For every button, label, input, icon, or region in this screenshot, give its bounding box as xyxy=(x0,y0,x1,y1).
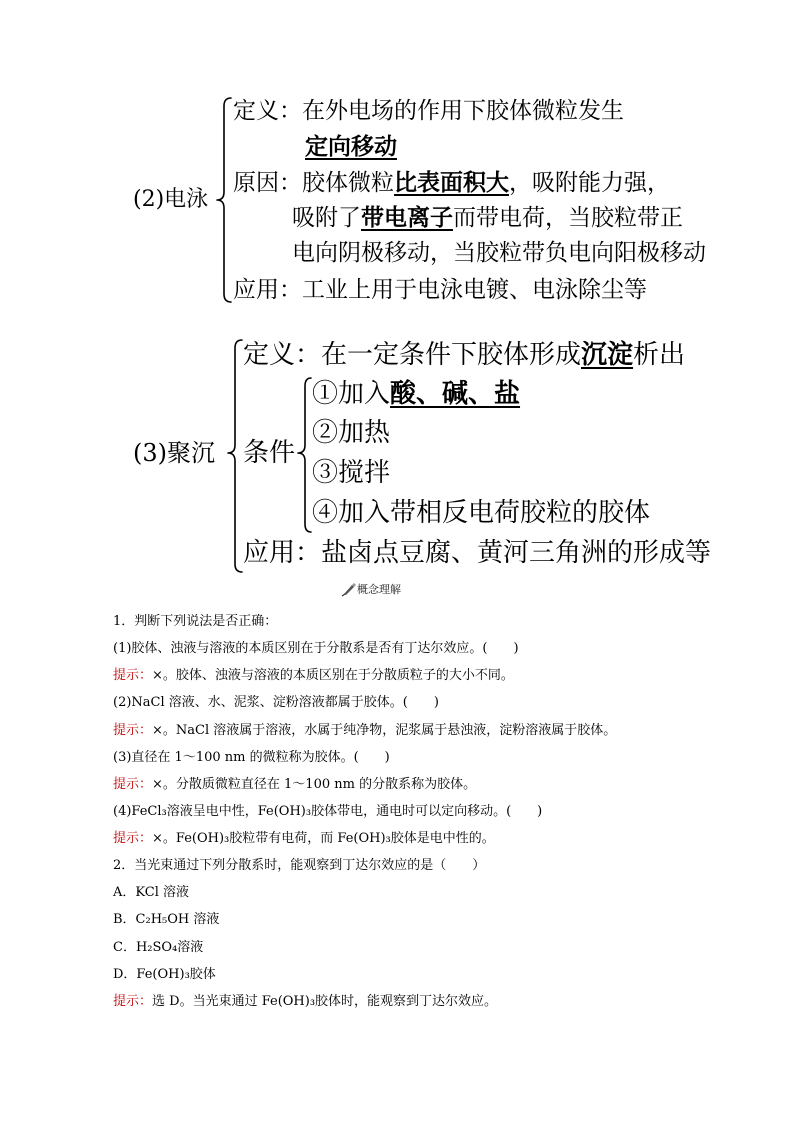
question-1-hint-4 xyxy=(113,825,773,852)
hint-text: ×。NaCl 溶液属于溶液，水属于纯净物，泥浆属于悬浊液，淀粉溶液属于胶体。 xyxy=(152,722,617,738)
definition-text: 定义：在外电场的作用下胶体微粒发生 xyxy=(233,98,624,124)
question-1-hint-1 xyxy=(113,662,773,689)
electrophoresis-reason-line-2 xyxy=(292,200,683,236)
definition-text: 析出 xyxy=(633,340,686,370)
reason-text: 电向阴极移动，当胶粒带负电向阳极移动 xyxy=(292,240,706,266)
question-1-hint-2 xyxy=(113,717,773,744)
hint-label: 提示： xyxy=(113,668,153,684)
question-1-statement-2: (2)NaCl 溶液、水、泥浆、淀粉溶液都属于胶体。( ) xyxy=(113,695,439,711)
coagulation-brace xyxy=(227,339,243,573)
question-2-option-c: C．H₂SO₄溶液 xyxy=(113,939,204,955)
key-term: 比表面积大 xyxy=(394,169,509,196)
reason-text: ，吸附能力强， xyxy=(509,170,670,196)
pen-icon xyxy=(341,582,357,597)
electrophoresis-brace xyxy=(216,97,232,303)
hint-label: 提示： xyxy=(113,993,153,1009)
question-1-stem: 1．判断下列说法是否正确： xyxy=(113,614,278,629)
electrophoresis-reason-line-3 xyxy=(292,235,706,271)
question-1-statement-3: (3)直径在 1～100 nm 的微粒称为胶体。( ) xyxy=(113,749,390,765)
application-text: 应用：盐卤点豆腐、黄河三角洲的形成等 xyxy=(243,538,712,568)
coagulation-definition-line xyxy=(243,336,685,374)
application-text: 应用：工业上用于电泳电镀、电泳除尘等 xyxy=(233,277,647,303)
electrophoresis-definition-keyterm-line xyxy=(305,129,397,165)
conditions-label: 条件 xyxy=(243,438,296,468)
electrophoresis-application-line xyxy=(233,272,647,308)
key-term: 定向移动 xyxy=(305,133,397,160)
question-1-statement-4: (4)FeCl₃溶液呈电中性，Fe(OH)₃胶体带电，通电时可以定向移动。( ) xyxy=(113,803,543,819)
concept-section-title: 概念理解 xyxy=(357,583,401,596)
condition-item-4 xyxy=(312,494,650,532)
hint-text: 选 D。当光束通过 Fe(OH)₃胶体时，能观察到丁达尔效应。 xyxy=(152,993,498,1009)
hint-text: ×。胶体、浊液与溶液的本质区别在于分散质粒子的大小不同。 xyxy=(152,668,514,684)
reason-text: 而带电荷，当胶粒带正 xyxy=(453,205,683,231)
key-term: 带电离子 xyxy=(361,204,453,231)
condition-text: ③搅拌 xyxy=(312,458,391,488)
condition-item-2 xyxy=(312,414,390,452)
hint-label: 提示： xyxy=(113,776,153,792)
reason-text: 吸附了 xyxy=(292,205,361,231)
exercises xyxy=(113,608,773,1015)
hint-text: ×。Fe(OH)₃胶粒带有电荷，而 Fe(OH)₃胶体是电中性的。 xyxy=(152,831,495,846)
question-2-stem: 2．当光束通过下列分散系时，能观察到丁达尔效应的是（ ） xyxy=(113,858,486,874)
condition-item-1 xyxy=(312,375,520,413)
coagulation-application-line xyxy=(243,534,711,572)
electrophoresis-label: (2)电泳 xyxy=(133,187,209,212)
electrophoresis-definition-line xyxy=(233,93,624,129)
question-1-hint-3 xyxy=(113,771,773,798)
key-term: 沉淀 xyxy=(581,340,634,370)
question-2-option-b: B．C₂H₅OH 溶液 xyxy=(113,912,220,928)
electrophoresis-reason-line-1 xyxy=(233,165,670,201)
hint-label: 提示： xyxy=(113,722,153,738)
question-2-option-a: A．KCl 溶液 xyxy=(113,885,189,901)
condition-text: ④加入带相反电荷胶粒的胶体 xyxy=(312,498,651,528)
condition-item-3 xyxy=(312,454,390,492)
definition-text: 定义：在一定条件下胶体形成 xyxy=(243,340,582,370)
question-2-hint xyxy=(113,988,773,1015)
hint-text: ×。分散质微粒直径在 1～100 nm 的分散系称为胶体。 xyxy=(152,776,477,792)
condition-text: ②加热 xyxy=(312,418,391,448)
hint-label: 提示： xyxy=(113,831,153,846)
question-2-option-d: D．Fe(OH)₃胶体 xyxy=(113,966,216,982)
condition-text: ①加入 xyxy=(312,379,391,409)
conditions-brace xyxy=(297,377,312,533)
reason-text: 原因：胶体微粒 xyxy=(233,170,394,196)
key-term: 酸、碱、盐 xyxy=(390,379,521,409)
question-1-statement-1: (1)胶体、浊液与溶液的本质区别在于分散系是否有丁达尔效应。( ) xyxy=(113,641,519,657)
coagulation-label: (3)聚沉 xyxy=(133,439,215,467)
